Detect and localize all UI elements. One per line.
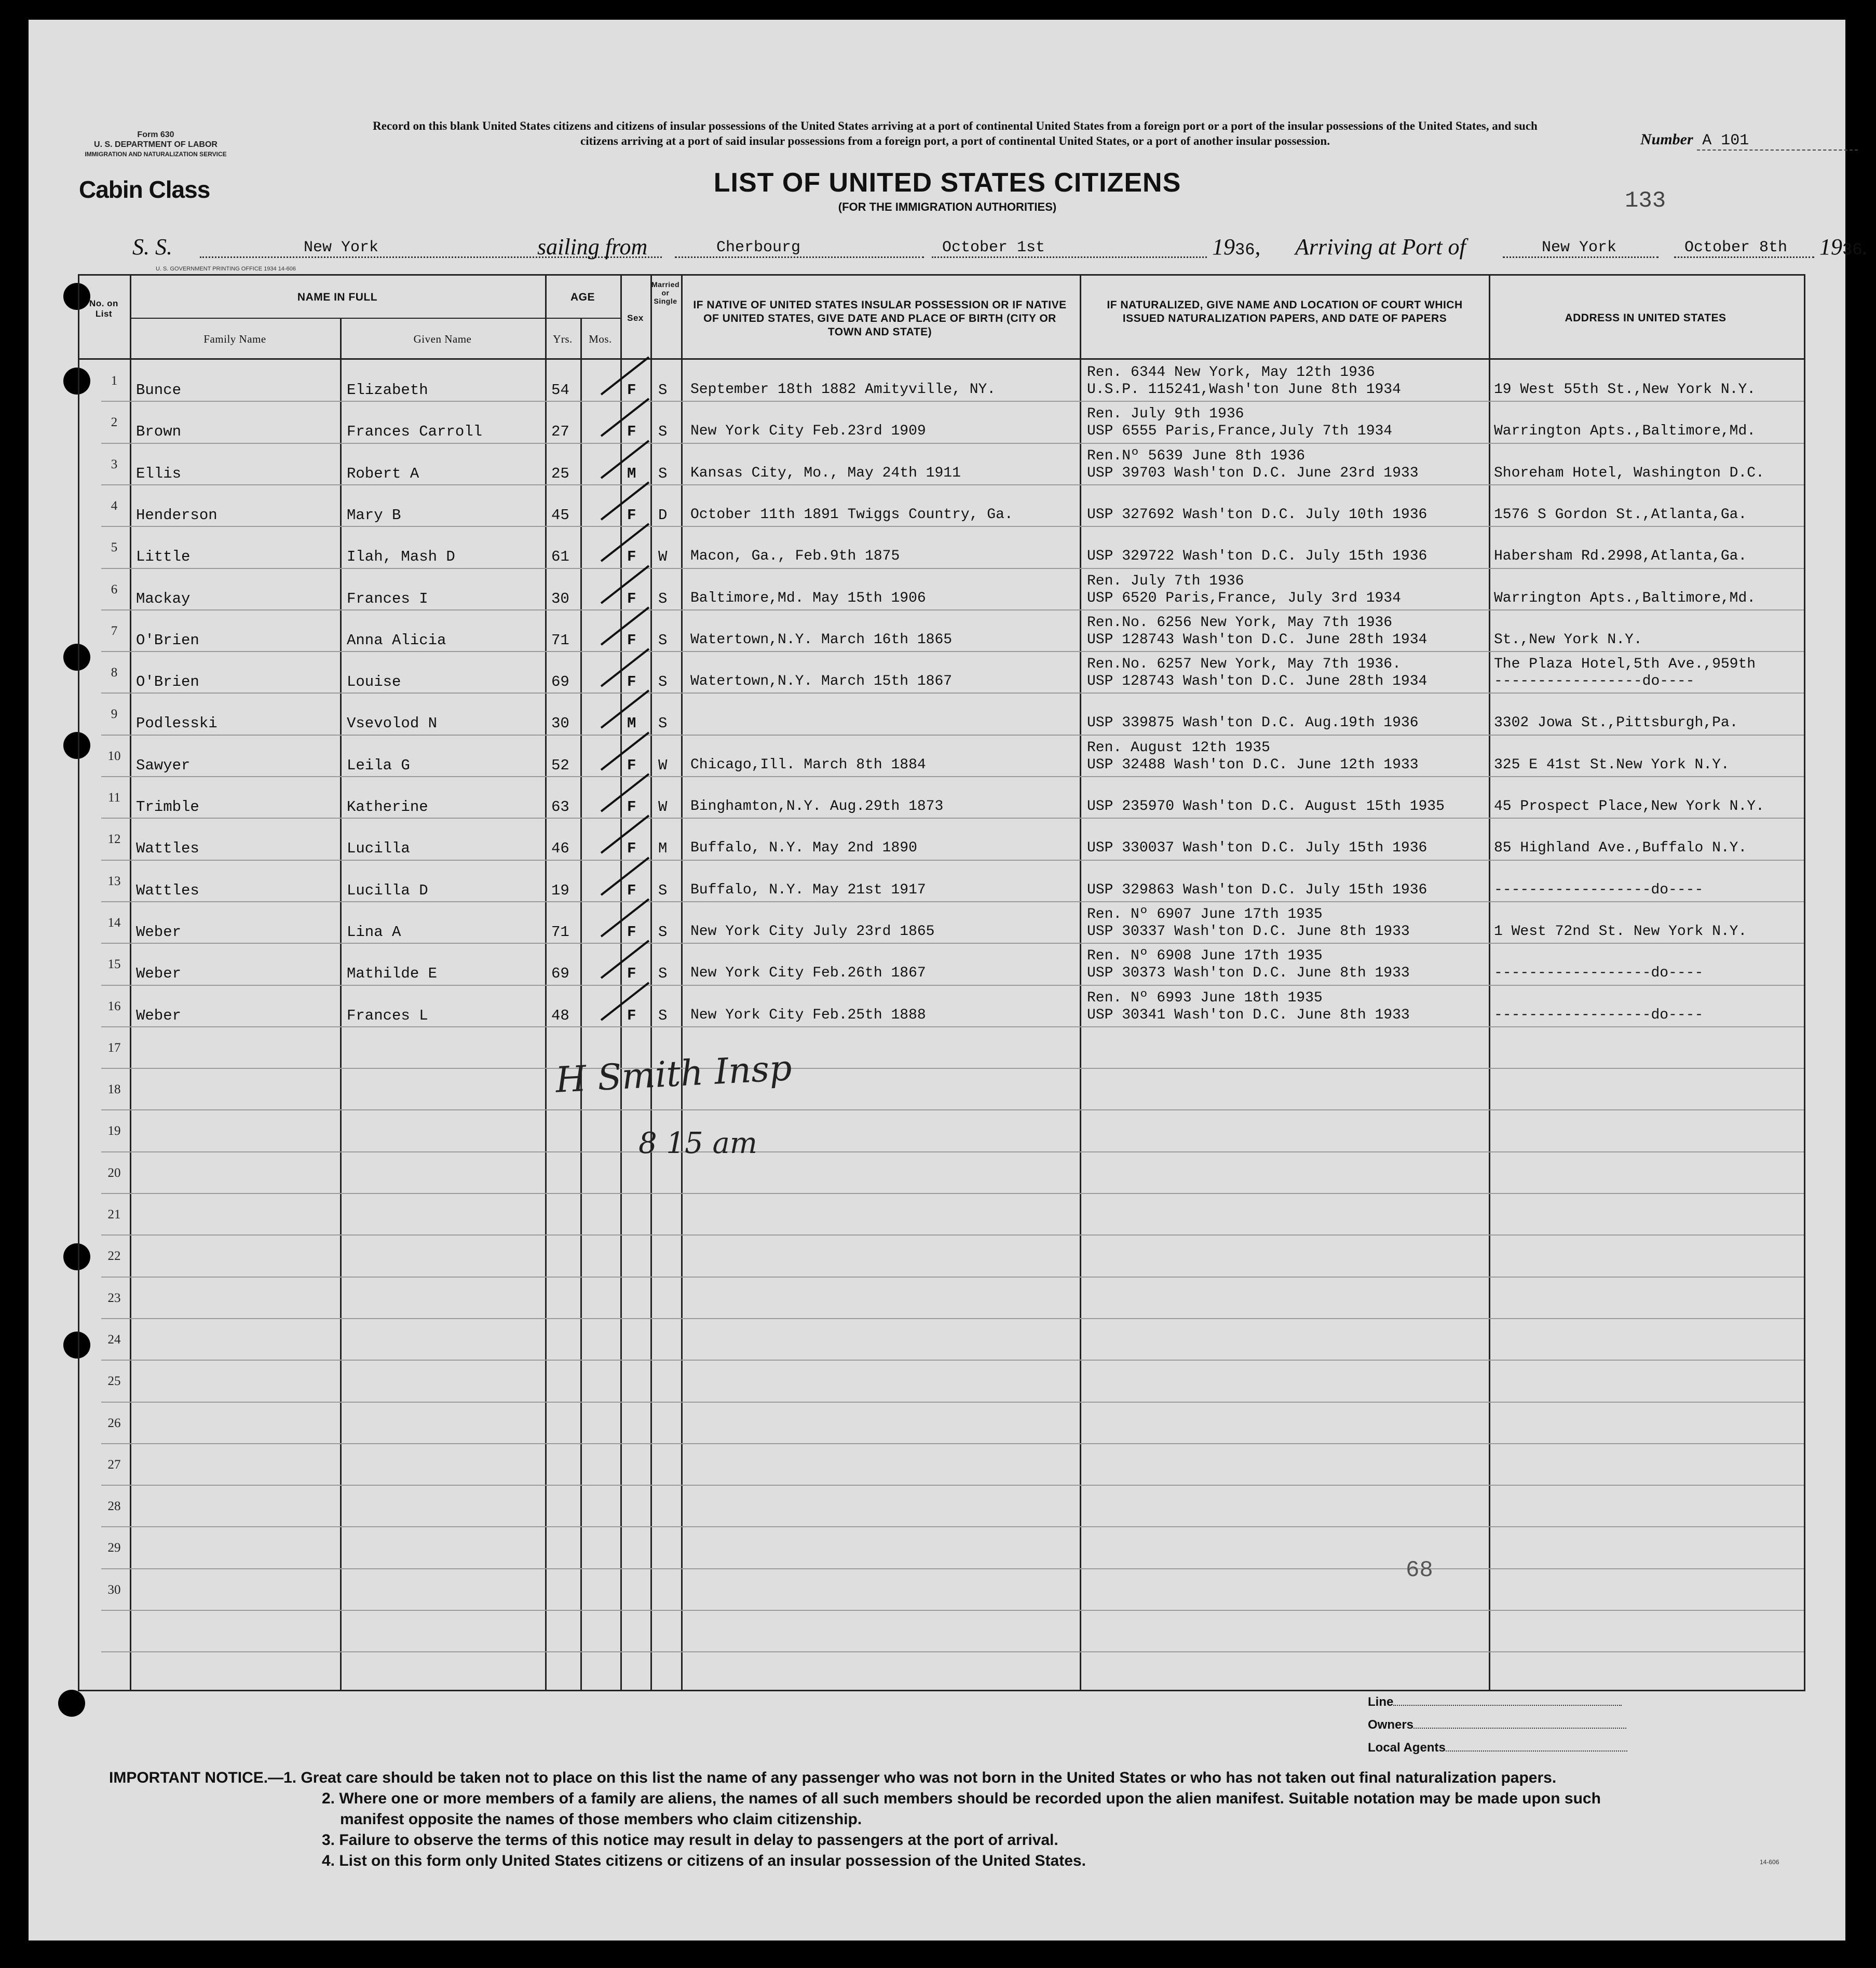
line-number: 30: [107, 1583, 121, 1597]
check-mark: [597, 521, 654, 567]
birth-date-place: Baltimore,Md. May 15th 1906: [690, 590, 926, 606]
marital-status: S: [658, 382, 668, 399]
sex: F: [627, 673, 636, 690]
given-name: Katherine: [347, 798, 428, 816]
family-name: Ellis: [136, 465, 182, 482]
us-address: Habersham Rd.2998,Atlanta,Ga.: [1494, 548, 1747, 564]
family-name: Brown: [136, 423, 182, 440]
naturalization-line2: USP 329722 Wash'ton D.C. July 15th 1936: [1087, 548, 1428, 564]
header-given-name: Given Name: [413, 333, 472, 345]
check-mark: [597, 896, 654, 943]
naturalization-line1: Ren. Nº 6993 June 18th 1935: [1087, 990, 1323, 1006]
naturalization-line2: USP 30341 Wash'ton D.C. June 8th 1933: [1087, 1007, 1410, 1023]
header-bottom-border: [78, 358, 1804, 360]
form-title: LIST OF UNITED STATES CITIZENS: [713, 168, 1181, 198]
age-years: 25: [551, 465, 569, 482]
birth-date-place: New York City Feb.25th 1888: [690, 1007, 926, 1023]
naturalization-line1: Ren.Nº 5639 June 8th 1936: [1087, 448, 1306, 464]
naturalization-line1: Ren. 6344 New York, May 12th 1936: [1087, 364, 1375, 381]
us-address: Warrington Apts.,Baltimore,Md.: [1494, 423, 1756, 439]
marital-status: S: [658, 632, 668, 649]
given-name: Louise: [347, 673, 401, 690]
birth-date-place: Macon, Ga., Feb.9th 1875: [690, 548, 900, 564]
page-count: 68: [1406, 1557, 1433, 1583]
naturalization-line2: USP 128743 Wash'ton D.C. June 28th 1934: [1087, 673, 1428, 689]
corner-code: 14-606: [1760, 1858, 1779, 1866]
row-line: [101, 401, 1804, 402]
us-address: 1576 S Gordon St.,Atlanta,Ga.: [1494, 507, 1747, 523]
row-line: [101, 1068, 1804, 1069]
sex: F: [627, 507, 636, 524]
sex: F: [627, 882, 636, 899]
marital-status: S: [658, 673, 668, 690]
marital-status: S: [658, 590, 668, 607]
age-years: 46: [551, 840, 569, 857]
family-name: Wattles: [136, 882, 199, 899]
us-address: Shoreham Hotel, Washington D.C.: [1494, 465, 1764, 481]
sailing-from: Cherbourg: [675, 239, 924, 258]
age-years: 71: [551, 924, 569, 941]
row-line: [101, 1318, 1804, 1319]
marital-status: W: [658, 757, 668, 774]
sailing-label: sailing from: [537, 234, 648, 260]
year-prefix-2: 19: [1819, 234, 1842, 260]
marital-status: W: [658, 548, 668, 565]
birth-date-place: New York City Feb.23rd 1909: [690, 423, 926, 439]
punch-hole: [63, 368, 90, 395]
sail-year: 36: [1235, 240, 1255, 260]
arrival-date: October 8th: [1674, 239, 1814, 258]
header-no-on-list: No. on List: [89, 298, 118, 319]
age-years: 30: [551, 715, 569, 732]
age-years: 61: [551, 548, 569, 565]
check-mark: [597, 938, 654, 984]
naturalization-line2: USP 327692 Wash'ton D.C. July 10th 1936: [1087, 507, 1428, 523]
header-birth: IF NATIVE OF UNITED STATES INSULAR POSSESSION OR IF NATIVE OF UNITED STATES, GIVE DATE AND PLACE OF BIRTH (CITY OR TOWN AND STATE): [693, 299, 1067, 338]
family-name: Wattles: [136, 840, 199, 857]
us-address: St.,New York N.Y.: [1494, 632, 1642, 648]
naturalization-line2: USP 30373 Wash'ton D.C. June 8th 1933: [1087, 965, 1410, 981]
owners-label: Owners: [1368, 1718, 1414, 1732]
ship-name: New York: [200, 239, 662, 258]
age-years: 30: [551, 590, 569, 607]
family-name: Sawyer: [136, 757, 191, 774]
line-number: 11: [107, 791, 121, 805]
notice-2a: 2. Where one or more members of a family are aliens, the names of all such members should be recorded upon the alien manifest. Suitable notation may be made upon such: [322, 1790, 1601, 1807]
sex: F: [627, 840, 636, 857]
age-years: 54: [551, 382, 569, 399]
header-yrs: Yrs.: [553, 333, 573, 345]
row-line: [101, 484, 1804, 485]
family-name: O'Brien: [136, 632, 199, 649]
row-line: [101, 568, 1804, 569]
line-number: 1: [111, 374, 118, 388]
row-line: [101, 1234, 1804, 1236]
check-mark: [597, 729, 654, 776]
line-number: 24: [107, 1333, 121, 1347]
naturalization-line1: Ren. July 9th 1936: [1087, 406, 1244, 422]
naturalization-line1: Ren. Nº 6907 June 17th 1935: [1087, 906, 1323, 922]
year-prefix: 19: [1212, 234, 1235, 260]
line-number: 8: [111, 666, 118, 680]
header-sex: Sex: [627, 313, 644, 323]
given-name: Ilah, Mash D: [347, 548, 455, 565]
naturalization-line2: USP 30337 Wash'ton D.C. June 8th 1933: [1087, 924, 1410, 940]
check-mark: [597, 812, 654, 859]
birth-date-place: Chicago,Ill. March 8th 1884: [690, 757, 926, 773]
given-name: Mary B: [347, 507, 401, 524]
us-address: ------------------do----: [1494, 882, 1704, 898]
us-address: Warrington Apts.,Baltimore,Md.: [1494, 590, 1756, 606]
given-name: Mathilde E: [347, 965, 438, 982]
marital-status: S: [658, 924, 668, 941]
given-name: Lucilla: [347, 840, 410, 857]
given-name: Frances Carroll: [347, 423, 483, 440]
naturalization-line1: Ren. August 12th 1935: [1087, 740, 1270, 756]
naturalization-line1: Ren. Nº 6908 June 17th 1935: [1087, 948, 1323, 964]
row-line: [101, 1277, 1804, 1278]
line-number: 2: [111, 415, 118, 429]
given-name: Vsevolod N: [347, 715, 438, 732]
given-name: Robert A: [347, 465, 419, 482]
us-address: ------------------do----: [1494, 965, 1704, 981]
naturalization-line2: USP 339875 Wash'ton D.C. Aug.19th 1936: [1087, 715, 1419, 731]
sex: F: [627, 798, 636, 816]
sex: F: [627, 965, 636, 982]
us-address: 45 Prospect Place,New York N.Y.: [1494, 798, 1764, 815]
check-mark: [597, 687, 654, 734]
birth-date-place: Buffalo, N.Y. May 21st 1917: [690, 882, 926, 898]
row-line: [101, 776, 1804, 777]
check-mark: [597, 563, 654, 609]
naturalization-line2: USP 32488 Wash'ton D.C. June 12th 1933: [1087, 757, 1419, 773]
sex: F: [627, 924, 636, 941]
line-number: 16: [107, 999, 121, 1013]
row-line: [101, 860, 1804, 861]
printer-line: U. S. GOVERNMENT PRINTING OFFICE 1934 14-606: [156, 266, 296, 272]
naturalization-line2: USP 329863 Wash'ton D.C. July 15th 1936: [1087, 882, 1428, 898]
sex: F: [627, 382, 636, 399]
line-number: 12: [107, 832, 121, 846]
inspector-signature: H Smith Insp: [554, 1048, 793, 1101]
line-label: Line: [1368, 1695, 1394, 1709]
line-number: 20: [107, 1166, 121, 1180]
line-number: 26: [107, 1416, 121, 1430]
header-address: ADDRESS IN UNITED STATES: [1565, 312, 1727, 324]
family-name: O'Brien: [136, 673, 199, 690]
given-name: Frances L: [347, 1007, 428, 1024]
row7-address-top: The Plaza Hotel,5th Ave.,959th: [1494, 656, 1756, 672]
family-name: Podlesski: [136, 715, 217, 732]
marital-status: S: [658, 1007, 668, 1024]
row-line: [101, 1402, 1804, 1403]
row-line: [101, 1568, 1804, 1569]
age-years: 48: [551, 1007, 569, 1024]
check-mark: [597, 438, 654, 484]
header-mos: Mos.: [589, 333, 612, 345]
line-number: 10: [107, 749, 121, 763]
us-address: -----------------do----: [1494, 673, 1695, 689]
row-line: [101, 609, 1804, 610]
header-age: AGE: [570, 291, 595, 303]
family-name: Little: [136, 548, 191, 565]
row-line: [101, 1109, 1804, 1110]
birth-date-place: New York City Feb.26th 1867: [690, 965, 926, 981]
age-years: 69: [551, 965, 569, 982]
stamp-number: 133: [1625, 188, 1666, 214]
us-address: ------------------do----: [1494, 1007, 1704, 1023]
naturalization-line2: USP 128743 Wash'ton D.C. June 28th 1934: [1087, 632, 1428, 648]
form-subtitle: (FOR THE IMMIGRATION AUTHORITIES): [838, 200, 1057, 213]
birth-date-place: New York City July 23rd 1865: [690, 924, 935, 940]
birth-date-place: Kansas City, Mo., May 24th 1911: [690, 465, 961, 481]
record-notice: Record on this blank United States citizens and citizens of insular possessions of the United States arriving at a port of continental United States from a foreign port or a port of the insular possessions of the United States, and such citizens arriving at a port of said insular possessions from a foreign port, a port of continental United States, or a port of another insular possession.: [373, 119, 1538, 147]
line-number: 3: [111, 457, 118, 471]
line-number: 25: [107, 1374, 121, 1388]
arrival-year: 36: [1842, 240, 1863, 260]
birth-date-place: Watertown,N.Y. March 15th 1867: [690, 673, 953, 689]
family-name: Henderson: [136, 507, 217, 524]
punch-hole: [63, 1243, 90, 1270]
family-name: Bunce: [136, 382, 182, 399]
row-line: [101, 1151, 1804, 1152]
agents-label: Local Agents: [1368, 1741, 1446, 1755]
header-married-single: Married or Single: [651, 280, 680, 305]
header-family-name: Family Name: [203, 333, 266, 345]
line-number: 7: [111, 624, 118, 638]
naturalization-line2: USP 39703 Wash'ton D.C. June 23rd 1933: [1087, 465, 1419, 481]
naturalization-line2: USP 330037 Wash'ton D.C. July 15th 1936: [1087, 840, 1428, 856]
line-number: 28: [107, 1499, 121, 1513]
check-mark: [597, 771, 654, 818]
check-mark: [597, 604, 654, 651]
table-top-border: [78, 274, 1804, 276]
given-name: Elizabeth: [347, 382, 428, 399]
row-line: [101, 651, 1804, 652]
notice-3: 3. Failure to observe the terms of this notice may result in delay to passengers at the port of arrival.: [322, 1831, 1058, 1849]
check-mark: [597, 646, 654, 693]
punch-hole: [63, 732, 90, 759]
line-number: 18: [107, 1082, 121, 1096]
us-address: 3302 Jowa St.,Pittsburgh,Pa.: [1494, 715, 1738, 731]
line-number: 13: [107, 874, 121, 888]
age-years: 19: [551, 882, 569, 899]
naturalization-line1: Ren.No. 6257 New York, May 7th 1936.: [1087, 656, 1401, 672]
birth-date-place: Binghamton,N.Y. Aug.29th 1873: [690, 798, 944, 815]
age-years: 69: [551, 673, 569, 690]
notice-heading: IMPORTANT NOTICE.—: [109, 1769, 284, 1786]
given-name: Lina A: [347, 924, 401, 941]
line-number: 15: [107, 957, 121, 971]
line-number: 21: [107, 1207, 121, 1221]
check-mark: [597, 479, 654, 526]
notice-1: 1. Great care should be taken not to place on this list the name of any passenger who was not born in the United States or who has not taken out final naturalization papers.: [283, 1769, 1557, 1786]
header-name-in-full: NAME IN FULL: [297, 291, 378, 303]
marital-status: S: [658, 465, 668, 482]
age-years: 63: [551, 798, 569, 816]
us-address: 1 West 72nd St. New York N.Y.: [1494, 924, 1747, 940]
given-name: Frances I: [347, 590, 428, 607]
sex: M: [627, 715, 636, 732]
punch-hole: [58, 1690, 85, 1717]
row-line: [101, 1651, 1804, 1652]
table-bottom-border: [78, 1690, 1804, 1691]
row-line: [101, 1443, 1804, 1444]
arrival-port: New York: [1503, 239, 1659, 258]
row-line: [101, 735, 1804, 736]
check-mark: [597, 980, 654, 1026]
important-notice: [109, 1768, 1812, 1871]
birth-date-place: September 18th 1882 Amityville, NY.: [690, 382, 996, 398]
line-number: 14: [107, 916, 121, 930]
us-address: 19 West 55th St.,New York N.Y.: [1494, 382, 1756, 398]
arrival-time: 8 15 am: [638, 1126, 757, 1160]
check-mark: [597, 854, 654, 901]
naturalization-line2: U.S.P. 115241,Wash'ton June 8th 1934: [1087, 382, 1401, 398]
line-number: 9: [111, 707, 118, 721]
naturalization-line2: USP 6520 Paris,France, July 3rd 1934: [1087, 590, 1401, 606]
line-number: 17: [107, 1041, 121, 1055]
sex: F: [627, 632, 636, 649]
notice-4: 4. List on this form only United States citizens or citizens of an insular possession of the United States.: [322, 1852, 1086, 1869]
row-line: [101, 693, 1804, 694]
family-name: Trimble: [136, 798, 199, 816]
service-line: IMMIGRATION AND NATURALIZATION SERVICE: [85, 151, 227, 158]
row-line: [101, 1610, 1804, 1611]
class-label: Cabin Class: [79, 176, 210, 203]
line-number: 19: [107, 1124, 121, 1138]
header-naturalized: IF NATURALIZED, GIVE NAME AND LOCATION OF COURT WHICH ISSUED NATURALIZATION PAPERS, AND DATE OF PAPERS: [1107, 299, 1463, 324]
number-label: Number: [1640, 131, 1693, 148]
us-address: 85 Highland Ave.,Buffalo N.Y.: [1494, 840, 1747, 856]
age-years: 45: [551, 507, 569, 524]
line-number: 27: [107, 1458, 121, 1472]
birth-date-place: Watertown,N.Y. March 16th 1865: [690, 632, 953, 648]
naturalization-line2: USP 235970 Wash'ton D.C. August 15th 1935: [1087, 798, 1445, 815]
naturalization-line2: USP 6555 Paris,France,July 7th 1934: [1087, 423, 1393, 439]
row-line: [101, 1485, 1804, 1486]
age-years: 71: [551, 632, 569, 649]
row-line: [101, 1526, 1804, 1527]
line-number: 29: [107, 1541, 121, 1555]
form-number: Form 630: [137, 130, 174, 139]
marital-status: S: [658, 423, 668, 440]
marital-status: S: [658, 882, 668, 899]
sex: F: [627, 590, 636, 607]
row-line: [101, 901, 1804, 902]
ss-label: S. S.: [132, 234, 172, 260]
marital-status: D: [658, 507, 668, 524]
sex: M: [627, 465, 636, 482]
row-line: [101, 943, 1804, 944]
sex: F: [627, 423, 636, 440]
row-line: [101, 1026, 1804, 1027]
given-name: Leila G: [347, 757, 410, 774]
number-value: A 101: [1697, 132, 1858, 151]
arriving-label: Arriving at Port of: [1295, 234, 1466, 260]
row-line: [101, 985, 1804, 986]
punch-hole: [63, 1332, 90, 1359]
age-years: 52: [551, 757, 569, 774]
given-name: Anna Alicia: [347, 632, 446, 649]
punch-hole: [63, 644, 90, 671]
row-line: [101, 526, 1804, 527]
notice-2b: manifest opposite the names of those members who claim citizenship.: [340, 1811, 862, 1828]
row-line: [101, 1360, 1804, 1361]
family-name: Weber: [136, 965, 182, 982]
line-number: 23: [107, 1291, 121, 1305]
marital-status: W: [658, 798, 668, 816]
birth-date-place: October 11th 1891 Twiggs Country, Ga.: [690, 507, 1013, 523]
sex: F: [627, 1007, 636, 1024]
sex: F: [627, 548, 636, 565]
line-number: 6: [111, 582, 118, 596]
us-address: 325 E 41st St.New York N.Y.: [1494, 757, 1730, 773]
line-number: 22: [107, 1249, 121, 1263]
sex: F: [627, 757, 636, 774]
naturalization-line1: Ren.No. 6256 New York, May 7th 1936: [1087, 615, 1393, 631]
marital-status: M: [658, 840, 668, 857]
row-line: [101, 1193, 1804, 1194]
marital-status: S: [658, 715, 668, 732]
family-name: Weber: [136, 924, 182, 941]
age-years: 27: [551, 423, 569, 440]
row-line: [101, 443, 1804, 444]
check-mark: [597, 354, 654, 401]
check-mark: [597, 396, 654, 442]
department-line: U. S. DEPARTMENT OF LABOR: [94, 140, 217, 149]
given-name: Lucilla D: [347, 882, 428, 899]
line-number: 4: [111, 499, 118, 513]
marital-status: S: [658, 965, 668, 982]
line-number: 5: [111, 540, 118, 554]
sail-date: October 1st: [932, 239, 1207, 258]
row-line: [101, 818, 1804, 819]
birth-date-place: Buffalo, N.Y. May 2nd 1890: [690, 840, 917, 856]
family-name: Weber: [136, 1007, 182, 1024]
naturalization-line1: Ren. July 7th 1936: [1087, 573, 1244, 589]
family-name: Mackay: [136, 590, 191, 607]
